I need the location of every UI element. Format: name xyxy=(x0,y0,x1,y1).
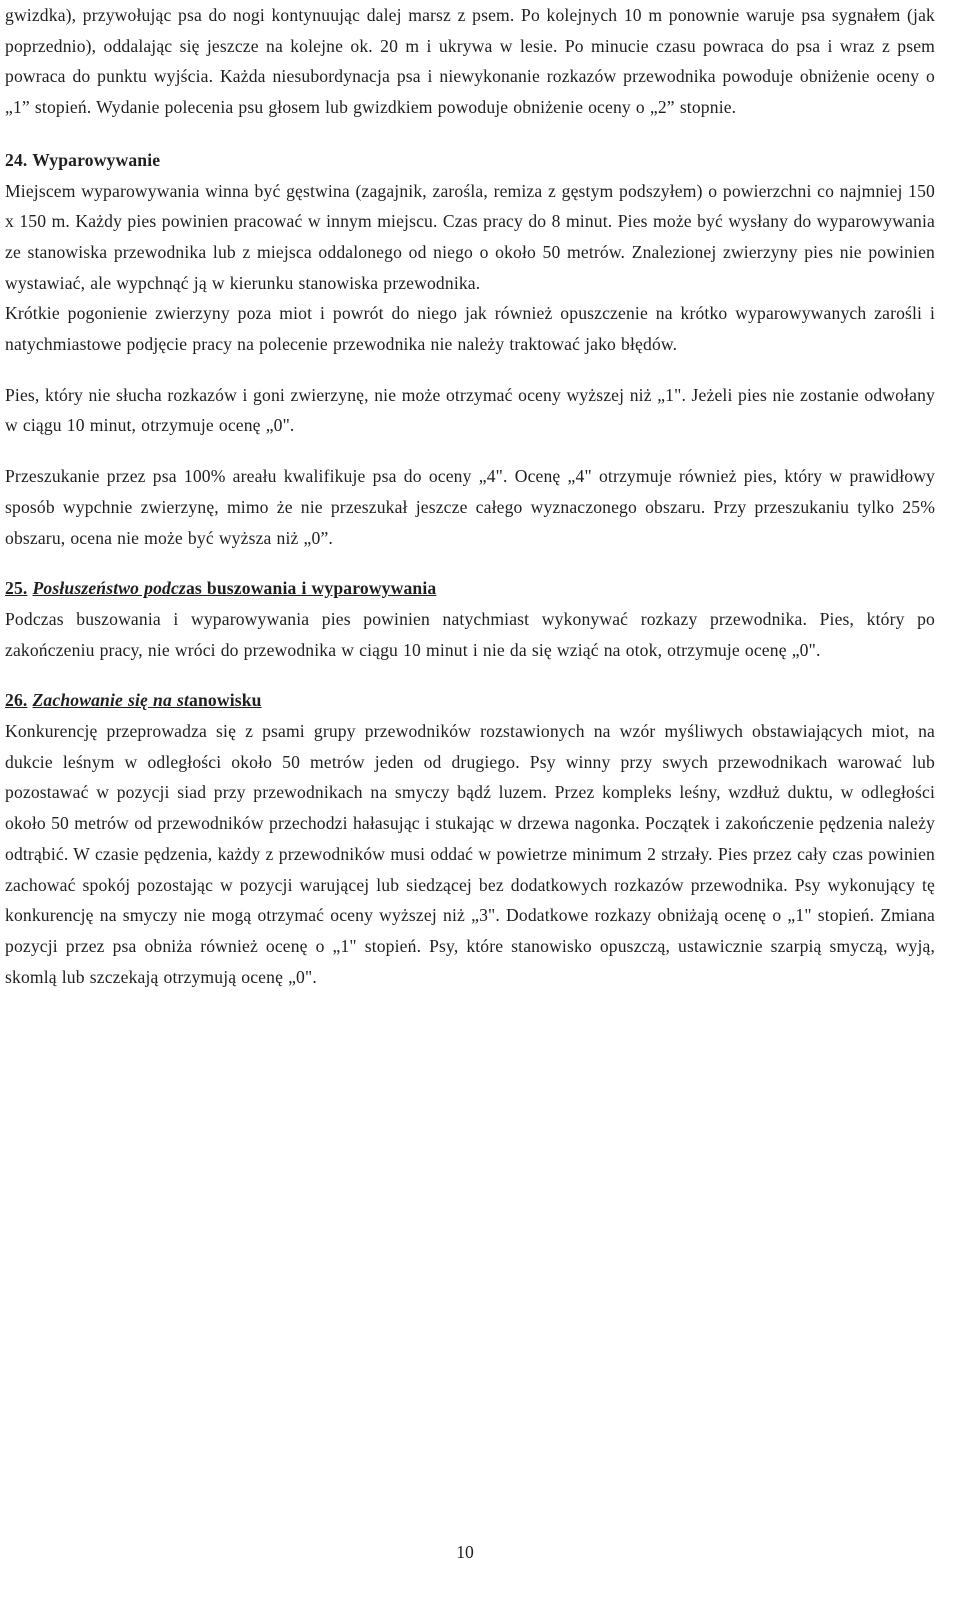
section-24-paragraph-2: Krótkie pogonienie zwierzyny poza miot i powrót do niego jak również opuszczenie na krótko wyparowywanych zarośli i natychmiastowe podjęcie pracy na polecenie przewodnika nie należy traktować jako błędów. xyxy=(5,303,935,355)
section-26-number: 26. xyxy=(5,690,28,711)
spacer xyxy=(5,360,935,380)
section-24-number: 24. xyxy=(5,149,28,170)
section-25-heading xyxy=(5,573,935,604)
section-25-number: 25. xyxy=(5,578,28,599)
document-page xyxy=(5,0,935,992)
intro-paragraph: gwizdka), przywołując psa do nogi kontynuując dalej marsz z psem. Po kolejnych 10 m ponownie waruje psa sygnałem (jak poprzednio), oddalając się jeszcze na kolejne ok. 20 m i ukrywa w lesie. Po minucie czasu powraca do psa i wraz z psem powraca do punktu wyjścia. Każda niesubordynacja psa i niewykonanie rozkazów przewodnika powoduje obniżenie oceny o „1” stopień. Wydanie polecenia psu głosem lub gwizdkiem powoduje obniżenie oceny o „2” stopnie. xyxy=(5,5,935,118)
spacer xyxy=(5,441,935,461)
section-25-title-italic: Posłuszeństwo podcz xyxy=(32,578,186,599)
section-25-title-rest: as buszowania i wyparowywania xyxy=(185,578,437,599)
section-24-heading xyxy=(5,145,935,176)
section-26-title-rest: anowisku xyxy=(189,690,262,711)
spacer xyxy=(5,665,935,685)
section-26-paragraph-1: Konkurencję przeprowadza się z psami grupy przewodników rozstawionych na wzór myśliwych obstawiających miot, na dukcie leśnym w odległości około 50 metrów jeden od drugiego. Psy winny przy swych przewodnikach warować lub pozostawać w pozycji siad przy przewodnikach na smyczy bądź luzem. Przez kompleks leśny, wzdłuż duktu, w odległości około 50 metrów od przewodników przechodzi hałasując i stukając w drzewa nagonka. Początek i zakończenie pędzenia należy odtrąbić. W czasie pędzenia, każdy z przewodników musi oddać w powietrze minimum 2 strzały. Pies przez cały czas powinien zachować spokój pozostając w pozycji warującej lub siedzącej bez dodatkowych rozkazów przewodnika. Psy wykonujący tę konkurencję na smyczy nie mogą otrzymać oceny wyższej niż „3". Dodatkowe rozkazy obniżają ocenę o „1" stopień. Zmiana pozycji przez psa obniża również ocenę o „1" stopień. Psy, które stanowisko opuszczą, ustawicznie szarpią smyczą, wyją, skomlą lub szczekają otrzymują ocenę „0". xyxy=(5,721,935,987)
page-number: 10 xyxy=(456,1542,474,1562)
spacer xyxy=(5,123,935,145)
spacer xyxy=(5,553,935,573)
section-24-title: Wyparowywanie xyxy=(32,149,161,170)
section-25-paragraph-1: Podczas buszowania i wyparowywania pies powinien natychmiast wykonywać rozkazy przewodnika. Pies, który po zakończeniu pracy, nie wróci do przewodnika w ciągu 10 minut i nie da się wziąć na otok, otrzymuje ocenę „0". xyxy=(5,608,935,660)
section-26-heading xyxy=(5,685,935,716)
section-24-paragraph-4: Przeszukanie przez psa 100% areału kwalifikuje psa do oceny „4". Ocenę „4" otrzymuje również pies, który w prawidłowy sposób wypchnie zwierzynę, mimo że nie przeszukał jeszcze całego wyznaczonego obszaru. Przy przeszukaniu tylko 25% obszaru, ocena nie może być wyższa niż „0”. xyxy=(5,466,935,548)
section-24-paragraph-3: Pies, który nie słucha rozkazów i goni zwierzynę, nie może otrzymać oceny wyższej niż „1". Jeżeli pies nie zostanie odwołany w ciągu 10 minut, otrzymuje ocenę „0". xyxy=(5,384,935,436)
section-26-title-italic: Zachowanie się na st xyxy=(32,690,190,711)
section-24-paragraph-1: Miejscem wyparowywania winna być gęstwina (zagajnik, zarośla, remiza z gęstym podszyłem) o powierzchni co najmniej 150 x 150 m. Każdy pies powinien pracować w innym miejscu. Czas pracy do 8 minut. Pies może być wysłany do wyparowywania ze stanowiska przewodnika lub z miejsca oddalonego od niego o około 50 metrów. Znalezionej zwierzyny pies nie powinien wystawiać, ale wypchnąć ją w kierunku stanowiska przewodnika. xyxy=(5,180,935,293)
